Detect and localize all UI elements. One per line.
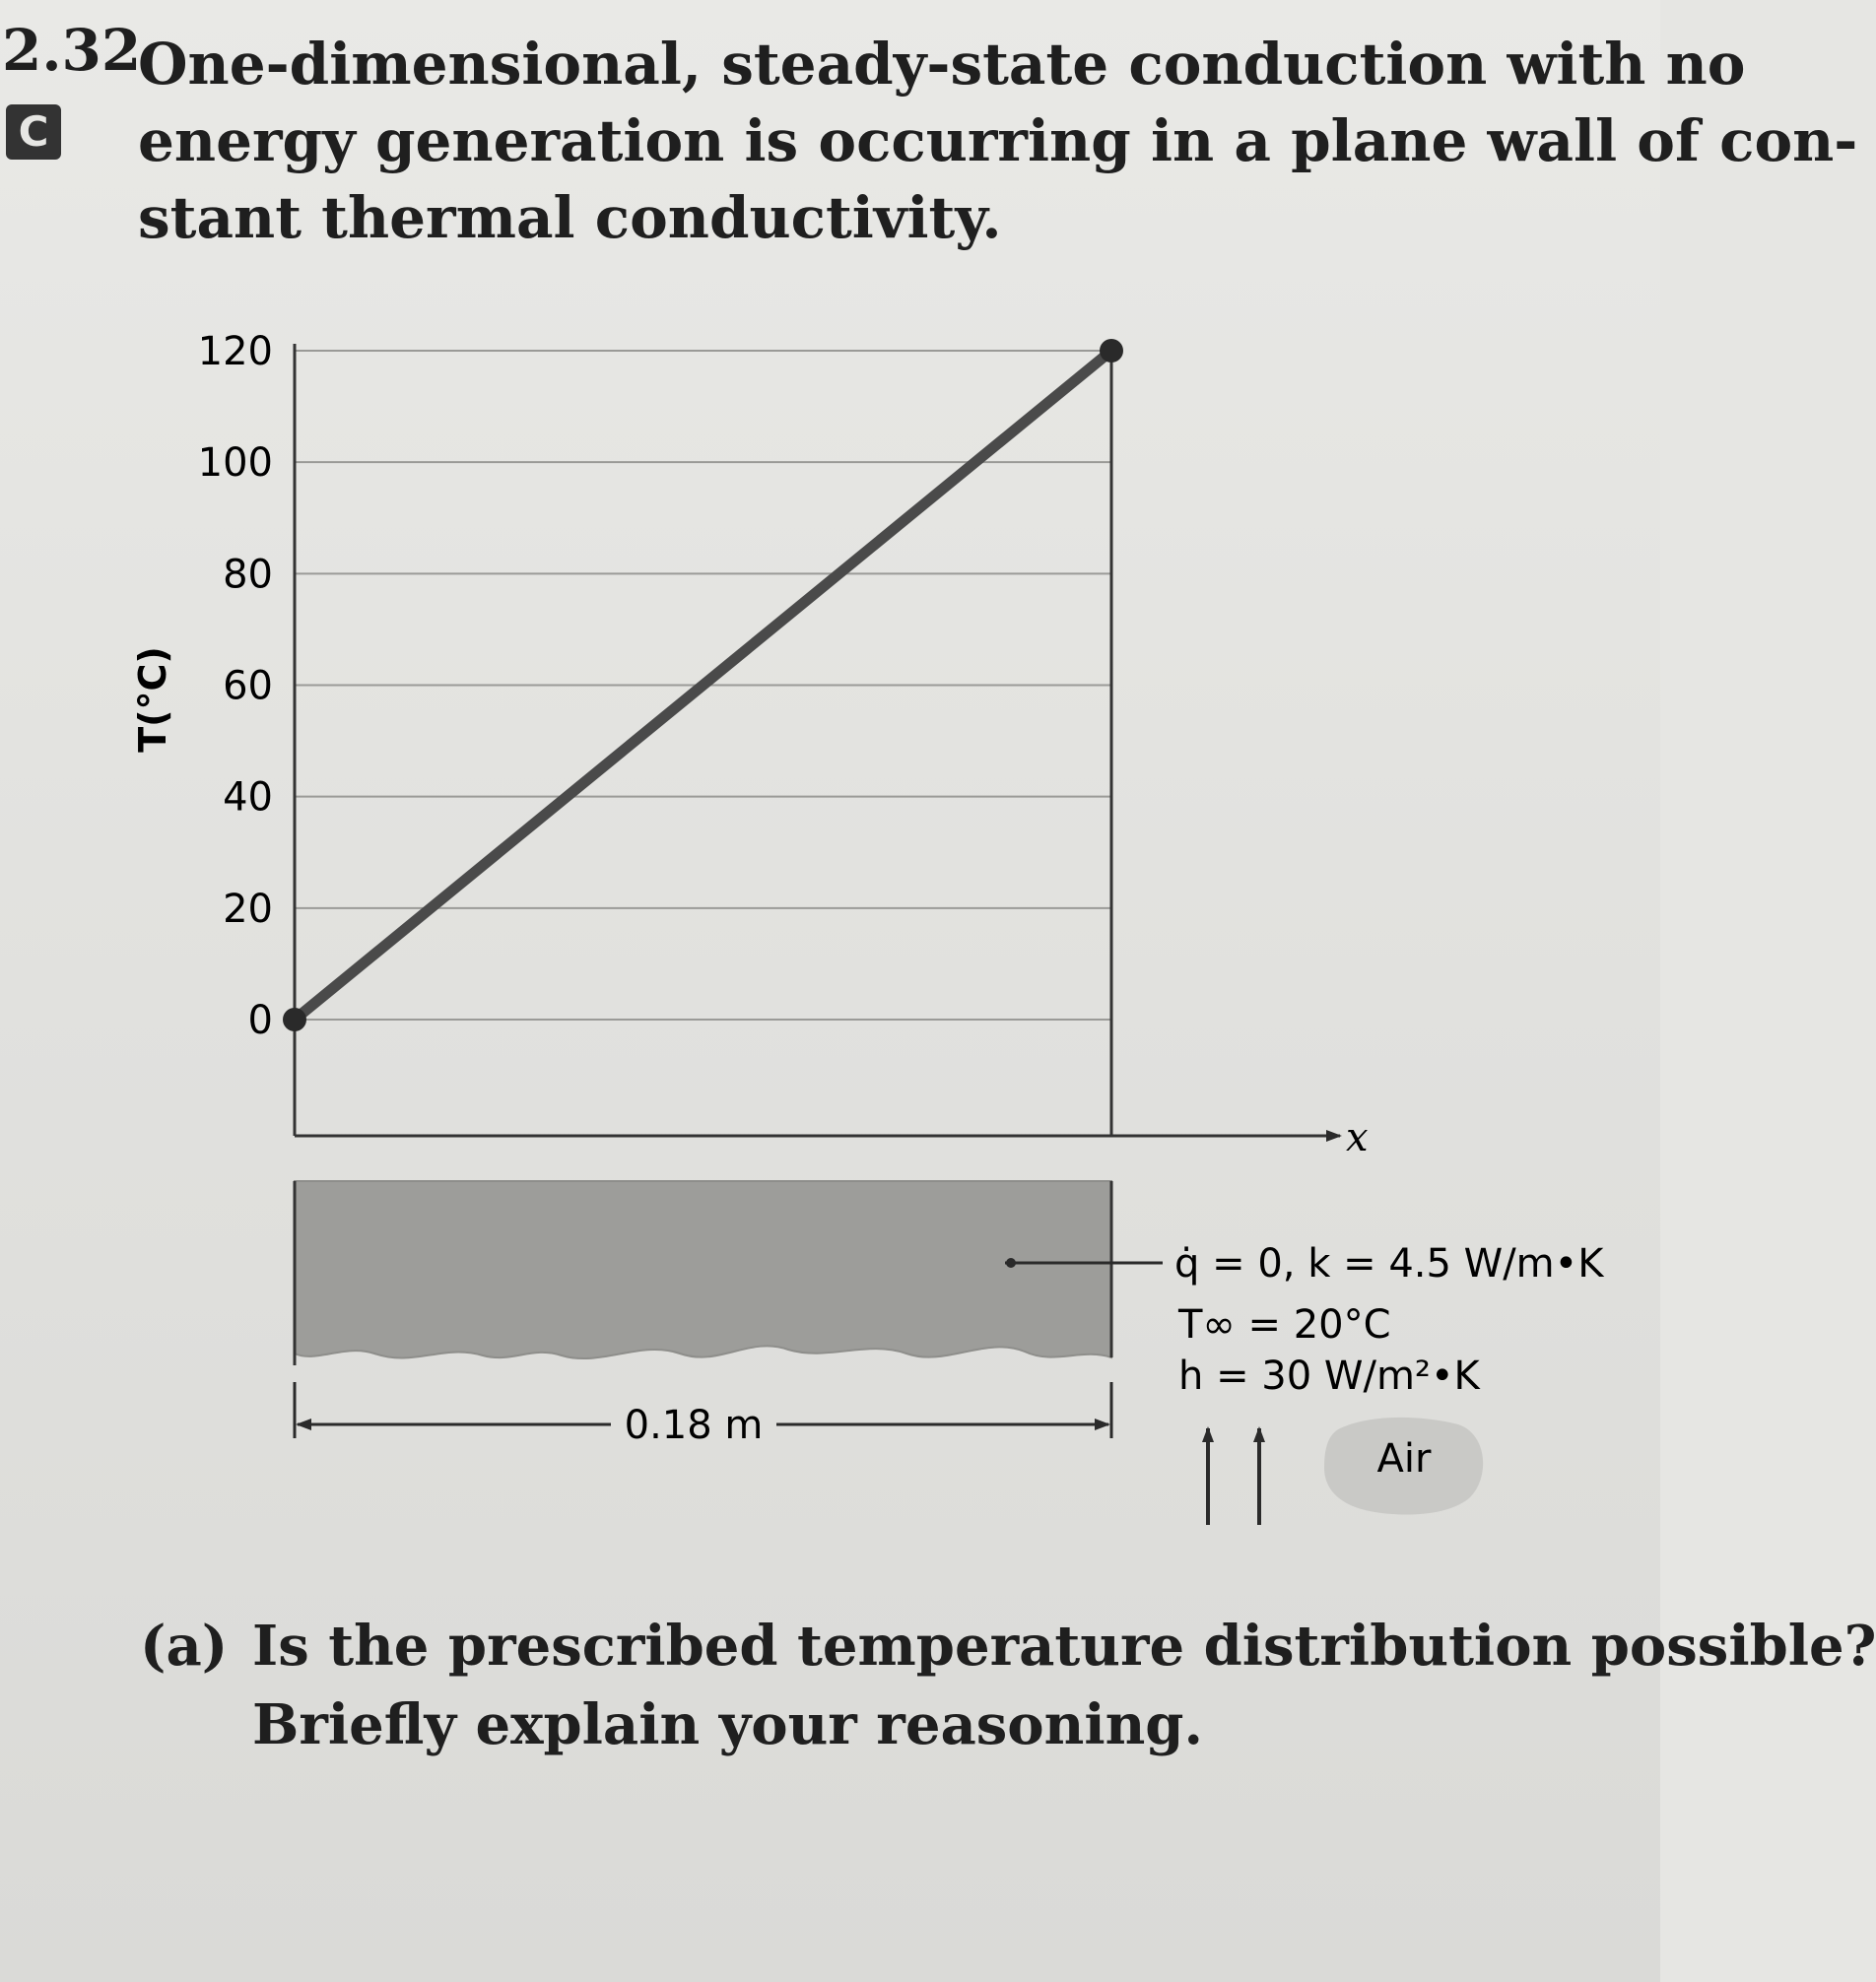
y-axis-label: T(°C) xyxy=(131,646,174,753)
t-inf-condition: T∞ = 20°C xyxy=(1178,1302,1391,1348)
y-tick-label: 40 xyxy=(223,774,273,821)
thickness-label: 0.18 m xyxy=(624,1403,764,1448)
h-condition: h = 30 W/m²•K xyxy=(1178,1354,1480,1399)
plane-wall xyxy=(295,1181,1111,1365)
leader-dot xyxy=(1006,1258,1016,1268)
qdot-condition: q̇ = 0, k = 4.5 W/m•K xyxy=(1174,1241,1604,1287)
question-line-1: Is the prescribed temperature distribution possible? xyxy=(252,1614,1876,1679)
y-tick-label: 60 xyxy=(223,663,273,709)
data-point-start xyxy=(283,1008,306,1031)
x-axis-label: x xyxy=(1346,1115,1369,1160)
statement-line-1: One-dimensional, steady-state conduction with no xyxy=(138,31,1746,98)
part-a-label: (a) xyxy=(140,1614,229,1679)
question-line-2: Briefly explain your reasoning. xyxy=(252,1692,1203,1757)
air-flow xyxy=(1208,1418,1483,1525)
thickness-dimension xyxy=(295,1382,1111,1448)
y-tick-label: 0 xyxy=(247,998,273,1043)
y-tick-labels xyxy=(198,329,273,1043)
data-point-end xyxy=(1100,339,1123,363)
statement-line-2: energy generation is occurring in a plane wall of con- xyxy=(138,107,1858,174)
statement-line-3: stant thermal conductivity. xyxy=(138,184,1002,251)
y-tick-label: 20 xyxy=(223,886,273,932)
air-label: Air xyxy=(1376,1436,1432,1482)
chart xyxy=(131,329,1369,1160)
wall-section xyxy=(295,1181,1111,1358)
problem-number: 2.32 xyxy=(2,17,142,84)
y-tick-label: 120 xyxy=(197,329,273,374)
y-tick-label: 80 xyxy=(223,552,273,598)
y-tick-label: 100 xyxy=(197,440,273,487)
computer-problem-badge: C xyxy=(6,104,61,160)
